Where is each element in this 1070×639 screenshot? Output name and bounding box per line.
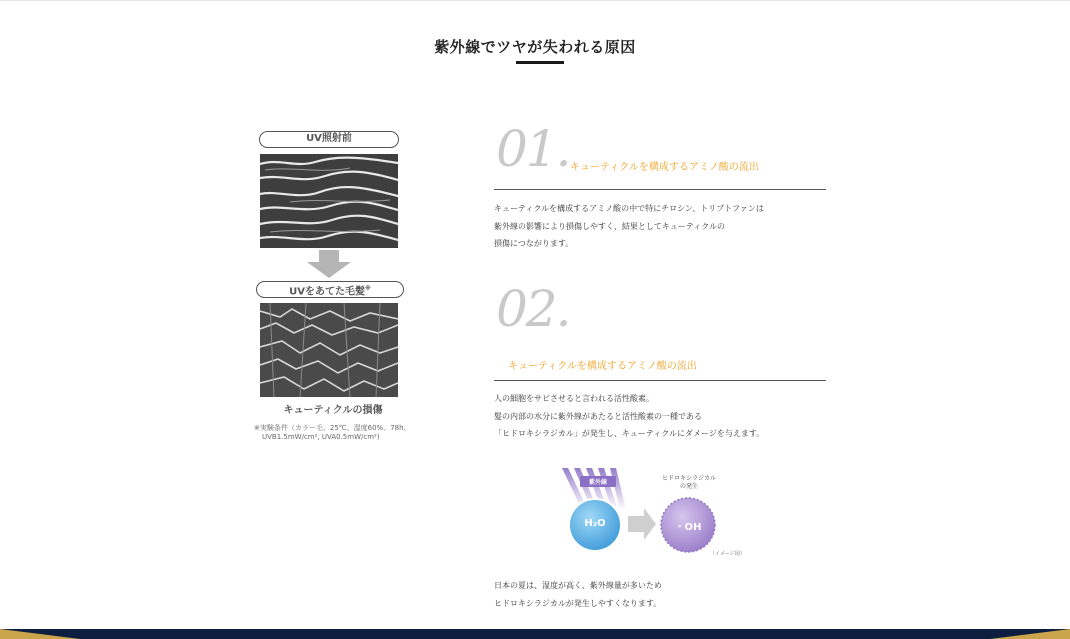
top-divider: [0, 0, 1070, 1]
arrow-down-icon: [307, 250, 351, 282]
footnote-line-2: UVB1.5mW/cm², UVA0.5mW/cm²): [262, 433, 380, 441]
section2-body: [494, 390, 764, 443]
after-uv-label: [256, 281, 404, 298]
page-title: 紫外線でツヤが失われる原因: [434, 38, 636, 56]
sem-image-after: [260, 303, 398, 397]
section-number-02: 02.: [496, 280, 570, 338]
footer-band: [0, 629, 1070, 639]
before-uv-label-text: UV照射前: [306, 133, 352, 144]
title-underline: [516, 61, 564, 64]
section1-heading: キューティクルを構成するアミノ酸の流出: [570, 162, 759, 173]
after-uv-label-text: UVをあてた毛髪: [289, 286, 365, 298]
uv-label: 紫外線: [588, 479, 607, 486]
section-number-01: 01.: [496, 120, 570, 178]
section1-body: [494, 200, 764, 253]
before-uv-label: [259, 131, 399, 148]
section1-line: キューティクルを構成するアミノ酸の中で特にチロシン、トリプトファンは: [494, 204, 764, 213]
closing-line: 日本の夏は、湿度が高く、紫外線量が多いため: [494, 581, 662, 590]
oh-label: ・OH: [674, 522, 702, 533]
radical-label-line-1: ヒドロキシラジカル: [662, 475, 716, 482]
closing-text: [494, 577, 662, 612]
after-uv-footnote-mark: ※: [365, 285, 371, 292]
h2o-label: H₂O: [584, 518, 606, 529]
radical-label-line-2: の発生: [679, 483, 698, 490]
section2-heading: キューティクルを構成するアミノ酸の流出: [508, 361, 697, 372]
closing-line: ヒドロキシラジカルが発生しやすくなります。: [494, 598, 662, 608]
section2-line: 人の細胞をサビさせると言われる活性酸素。: [494, 394, 654, 403]
section1-line: 紫外線の影響により損傷しやすく、結果としてキューティクルの: [494, 221, 725, 231]
section2-line: 髪の内部の水分に紫外線があたると活性酸素の一種である: [494, 411, 702, 421]
hydroxyl-radical-diagram: [560, 466, 770, 561]
cuticle-damage-caption: キューティクルの損傷: [283, 405, 383, 416]
experiment-footnote: [254, 424, 424, 442]
footnote-line-1: ※実験条件（カラー毛、25℃、湿度60%、78h、: [254, 424, 411, 432]
sem-image-before: [260, 154, 398, 248]
section1-divider: [494, 189, 826, 190]
radical-label: [652, 475, 726, 491]
section2-line: 「ヒドロキシラジカル」が発生し、キューティクルにダメージを与えます。: [494, 429, 765, 438]
section1-line: 損傷につながります。: [494, 239, 574, 248]
image-note: （イメージ図）: [710, 551, 745, 557]
section2-divider: [494, 380, 826, 381]
